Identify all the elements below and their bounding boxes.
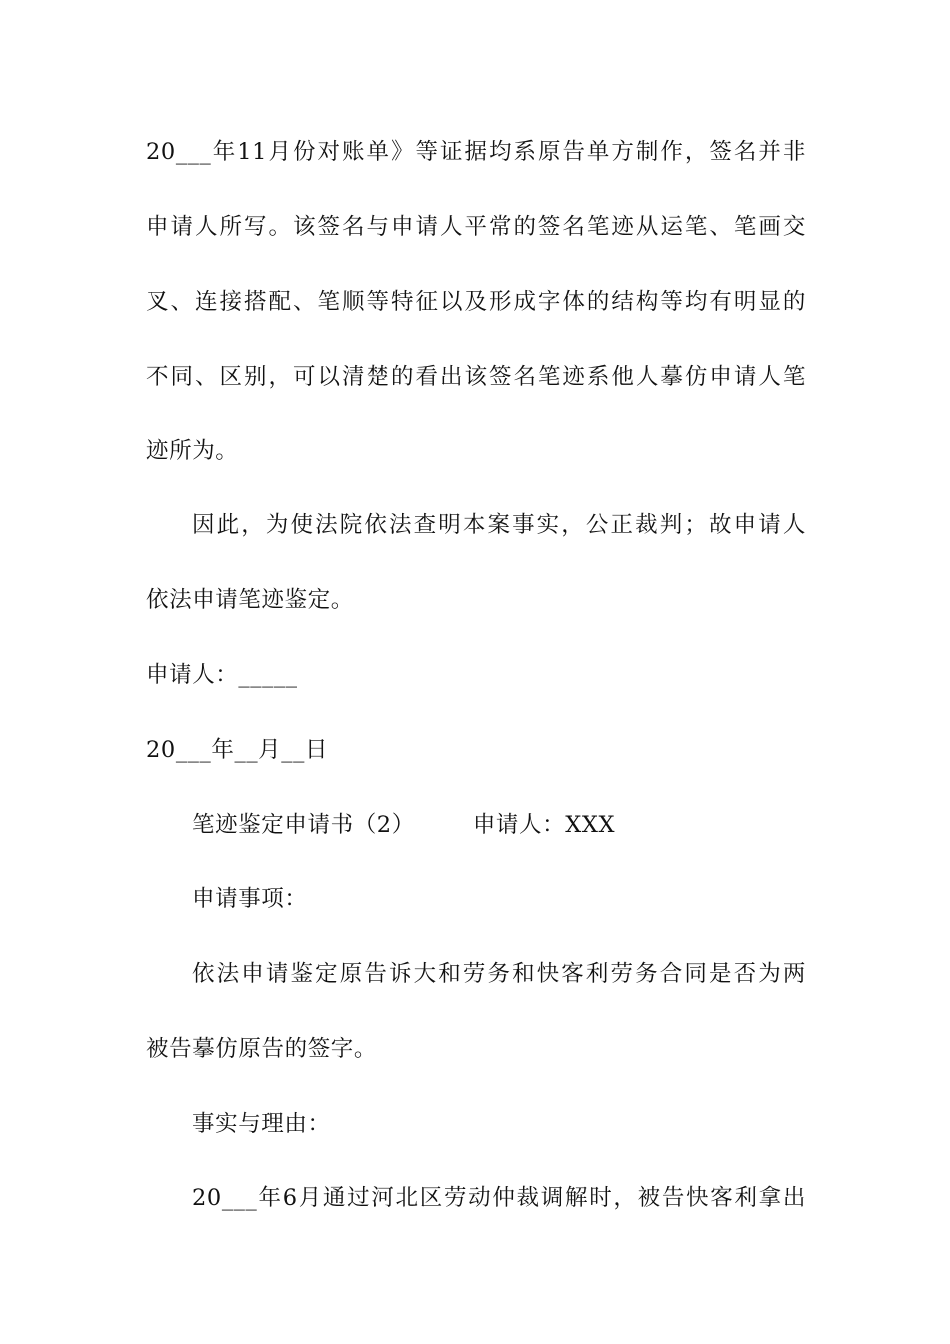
paragraph-1-line-3: 叉、连接搭配、笔顺等特征以及形成字体的结构等均有明显的 xyxy=(146,289,806,315)
facts-heading: 事实与理由： xyxy=(192,1111,331,1137)
paragraph-1-line-1: 20___年11月份对账单》等证据均系原告单方制作，签名并非 xyxy=(146,139,806,165)
paragraph-2-line-2: 依法申请笔迹鉴定。 xyxy=(146,587,354,613)
items-text-line-1: 依法申请鉴定原告诉大和劳务和快客利劳务合同是否为两 xyxy=(192,961,806,987)
second-doc-header xyxy=(192,810,806,840)
paragraph-1-line-2: 申请人所写。该签名与申请人平常的签名笔迹从运笔、笔画交 xyxy=(146,214,806,240)
second-doc-applicant: 申请人：XXX xyxy=(472,812,616,838)
paragraph-2-line-1: 因此，为使法院依法查明本案事实，公正裁判；故申请人 xyxy=(192,512,806,538)
items-heading: 申请事项： xyxy=(192,886,308,912)
facts-text-line-1: 20___年6月通过河北区劳动仲裁调解时，被告快客利拿出 xyxy=(192,1185,806,1211)
paragraph-1-line-4: 不同、区别，可以清楚的看出该签名笔迹系他人摹仿申请人笔 xyxy=(146,364,806,390)
applicant-signature-line: 申请人：_____ xyxy=(146,662,298,688)
date-line: 20___年__月__日 xyxy=(146,737,329,763)
items-text-line-2: 被告摹仿原告的签字。 xyxy=(146,1036,378,1062)
paragraph-1-line-5: 迹所为。 xyxy=(146,438,239,464)
second-doc-title: 笔迹鉴定申请书（2） xyxy=(192,812,415,838)
